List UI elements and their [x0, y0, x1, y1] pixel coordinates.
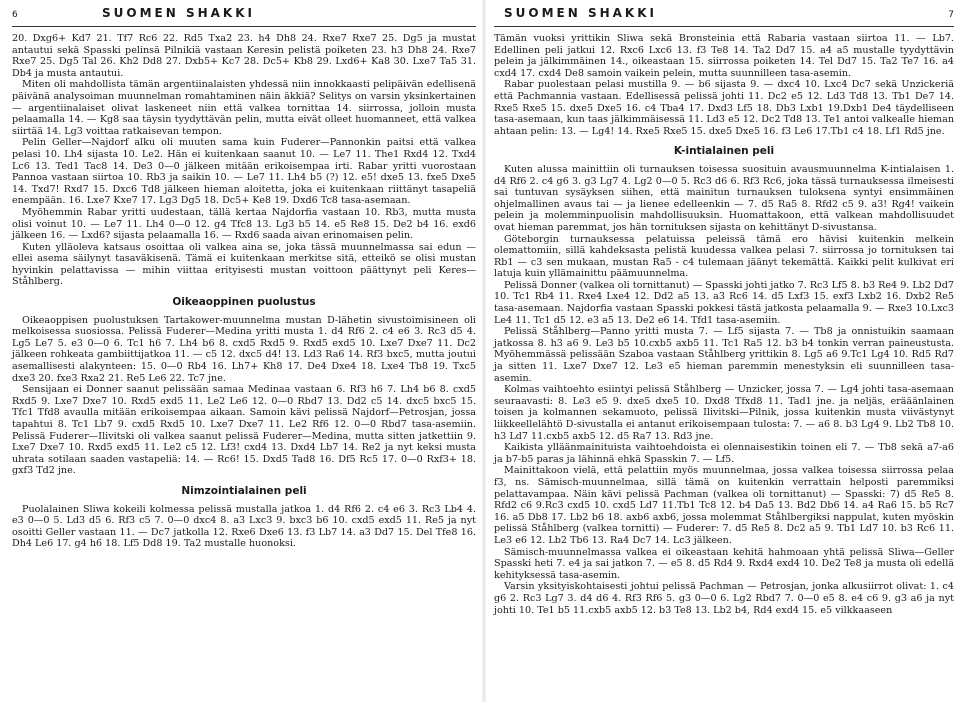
- paragraph: Göteborgin turnauksessa pelatuissa peleissä tämä ero hävisi kuitenkin melkein olemattomiin, sillä kahdeksasta pelistä kuudessa valkea pelasi 7. siirrossa jo tornituksen tai Rb1 — c3 sen mukaan, mustan Ra5 - c4 tulemaan jäänyt tekemättä. Kaikki pelit kulkivat eri latuja kuin yllämainittu päämuunnelma.: [494, 233, 954, 280]
- right-page-body: [494, 33, 954, 616]
- section-heading: K-intialainen peli: [673, 145, 775, 158]
- paragraph: Mainittakoon vielä, että pelattiin myös muunnelmaa, jossa valkea toisessa siirrossa pelaa f3, ns. Sämisch-muunnelmaa, sillä tämä on kuitenkin verrattain helposti paremmiksi pelattavampaa. Näin kävi pelissä Pachman (valkea oli tornittanut) — Spasski: 7) d5 Re5 8. Rfd2 c6 9.Rc3 cxd5 10. cxd5 Ld7 11.Tb1 Tc8 12. b4 Da5 13. Bd2 Db6 14. a4 Ra6 15. b5 Rc7 16. a5 Db8 17. Lb2 b6 18. axb6 axb6, jossa molemmat Ståhlbergiksi nappulat, kuten myöskin pelissä Ståhlberg (valkea tornitti) — Fuderer: 7. d5 Re5 8. Dc2 a5 9. Tb1 Ld7 10. b3 Rc6 11. Le3 e6 12. Lb2 Tb6 13. Ra4 Dc7 14. Lc3 jälkeen.: [494, 465, 954, 546]
- paragraph: Kolmas vaihtoehto esiintyi pelissä Ståhlberg — Unzicker, jossa 7. — Lg4 johti tasa-asemaan seuraavasti: 8. Le3 e5 9. dxe5 dxe5 10. Dxd8 Tfxd8 11. Tad1 jne. ja neljäs, erääänlainen toisen ja kolmannen sekamuoto, pelissä Ilivitski—Pilnik, jossa kuitenkin musta viivästynyt liikkeellelähtö D-sivustalla ei antanut erikoisempaan tulosta: 7. — a6 8. b3 Lg4 9. Lb2 Tb8 10. h3 Ld7 11.cxb5 axb5 12. d5 Ra7 13. Rd3 jne.: [494, 384, 954, 442]
- right-page: [486, 0, 960, 702]
- left-page-number: 6: [12, 10, 18, 20]
- left-page-body: [12, 33, 476, 550]
- section-heading: Oikeaoppinen puolustus: [172, 296, 316, 309]
- paragraph: Kuten ylläoleva katsaus osoittaa oli valkea aina se, joka tässä muunnelmassa sai edun — ellei asema säilynyt tasaväkisenä. Tämä ei kuitenkaan merkitse sitä, etteikö se olisi mustan hyvinkin pelattavissa — mihin viittaa erityisesti mustan voittoon päättynyt peli Keres—Ståhlberg.: [12, 241, 476, 288]
- paragraph: Kaikista ylläänmainituista vaihtoehdoista ei olennaisestikin toinen eli 7. — Tb8 sekä a7-a6 ja b7-b5 paras ja lähinnä ehkä Spasskin 7. — Lf5.: [494, 442, 954, 465]
- paragraph: Tämän vuoksi yrittikin Sliwa sekä Bronsteinia että Rabaria vastaan siirtoa 11. — Lb7. Edellinen peli jatkui 12. Rxc6 Lxc6 13. f3 Te8 14. Ta2 Dd7 15. a4 a5 mustalle tyydyttävin pelein ja jälkimmäinen 14., oikeastaan 15. siirrossa poiketen 14. Tel Dd7 15. Ta2 Te7 16. a4 cxd4 17. cxd4 De8 samoin vaikein pelein, mutta suunnilleen tasa-asemin.: [494, 33, 954, 79]
- paragraph: 20. Dxg6+ Kd7 21. Tf7 Rc6 22. Rd5 Txa2 23. h4 Dh8 24. Rxe7 Rxe7 25. Dg5 ja mustat antautui sekä Spasski pelinsä Pilnikiä vastaan Keresin pelistä poiketen 23. h3 Dh8 24. Rxe7 Rxe7 25. Dg5 Tal 26. Kh2 Dd8 27. Dxb5+ Kc7 28. Dc5+ Kb8 29. Lxd6+ Ka8 30. Lxe7 Ta5 31. Db4 ja musta antautui.: [12, 33, 476, 79]
- paragraph: Pelissä Donner (valkea oli tornittanut) — Spasski johti jatko 7. Rc3 Lf5 8. b3 Re4 9. Lb2 Dd7 10. Tc1 Rb4 11. Rxe4 Lxe4 12. Dd2 a5 13. a3 Rc6 14. d5 Lxf3 15. exf3 Lxb2 16. Dxb2 Re5 tasa-asemaan. Najdorfia vastaan Spasski pokkesi tästä jatkosta pelaamalla 9. — Rxe3 10.Lxc3 Le4 11. Tc1 d5 12. e3 a5 13. De2 e6 14. Tfd1 tasa-asemiin.: [494, 279, 954, 326]
- paragraph: Pelin Geller—Najdorf alku oli muuten sama kuin Fuderer—Pannonkin paitsi että valkea pelasi 10. Lh4 sijasta 10. Le2. Hän ei kuitenkaan saanut 10. — Le7 11. The1 Rxd4 12. Txd4 Lc6 13. Ted1 Tac8 14. De3 0—0 jälkeen mitään erikoisempaa irti. Rabar yritti vuorostaan Pannoa vastaan siirtoa 10. Rb3 ja saikin 10. — Le7 11. Lh4 b5 (?) 12. e5! dxe5 13. fxe5 Dxe5 14. Txd7! Rxd7 15. Dxc6 Td8 jälkeen hieman aloitetta, joka ei kuitenkaan riittänyt tasapeliä enempään. 16. Lxe7 Kxe7 17. Lg3 Dg5 18. Dc5+ Ke8 19. Dxd6 Tc8 tasa-asemaan.: [12, 137, 476, 207]
- paragraph: Myöhemmin Rabar yritti uudestaan, tällä kertaa Najdorfia vastaan 10. Rb3, mutta musta olisi voinut 10. — Le7 11. Lh4 0—0 12. g4 Tfc8 13. Lg3 b5 14. e5 Re8 15. De2 b4 16. exd6 jälkeen 16. — Lxd6? sijasta pelaamalla 16. — Rxd6 saada aivan erinomaisen pelin.: [12, 206, 476, 242]
- left-page-header: [12, 6, 476, 27]
- paragraph: Varsin yksityiskohtaisesti johtui pelissä Pachman — Petrosjan, jonka alkusiirrot olivat: 1. c4 g6 2. Rc3 Lg7 3. d4 d6 4. Rf3 Rf6 5. g3 0—0 6. Lg2 Rbd7 7. 0—0 e5 8. e4 c6 9. g3 a6 ja nyt johti 10. Te1 b5 11.cxb5 axb5 12. b3 Te8 13. Lb2 b4, Rd4 exd4 15. e5 vilkkaaseen: [494, 581, 954, 616]
- left-running-title: SUOMEN SHAKKI: [102, 6, 255, 20]
- paragraph: Miten oli mahdollista tämän argentiinalaisten yhdessä niin innokkaasti pelipäivän edellisenä päivänä analysoiman muunnelman romahtaminen näin äkkiä? Selitys on varsin yksinkertainen — argentiinalaiset olivat laskeneet niin että valkea tornittaa 14. siirrossa, jolloin musta pelaamalla 14. — Kg8 saa täysin tyydyttävän pelin, mutta eivät olleet huomanneet, että valkea siirtää 14. Lg3 voittaa ratkaisevan tempon.: [12, 79, 476, 137]
- paragraph: Oikeaoppisen puolustuksen Tartakower-muunnelma mustan D-lähetin sivustoimisineen oli melkoisessa suosiossa. Pelissä Fuderer—Medina yritti musta 1. d4 Rf6 2. c4 e6 3. Rc3 d5 4. Lg5 Le7 5. e3 0—0 6. Tc1 h6 7. Lh4 b6 8. cxd5 Rxd5 9. Rxd5 exd5 10. Lxe7 Dxe7 11. Dc2 jälkeen rohkeata gambiittijatkoa 11. — c5 12. dxc5 d4! 13. Ld3 Ra6 14. Rf3 bxc5, mutta joutui asemallisesti alakynteen: 15. 0—0 Rb4 16. Lh7+ Kh8 17. De4 Dxe4 18. Lxe4 Tb8 19. Txc5 dxe3 20. fxe3 Rxa2 21. Re5 Le6 22. Tc7 jne.: [12, 314, 476, 384]
- right-page-number: 7: [948, 10, 954, 20]
- right-page-header: [494, 6, 954, 27]
- section-heading: Nimzointialainen peli: [181, 484, 307, 497]
- paragraph: Sämisch-muunnelmassa valkea ei oikeastaan kehitä hahmoaan yhtä pelissä Sliwa—Geller Spasski heti 7. e4 ja sai jatkon 7. — e5 8. d5 Rd4 9. Rxd4 exd4 10. De2 Te8 ja musta oli edellä kehityksessä tasa-asemin.: [494, 546, 954, 581]
- paragraph: Rabar puolestaan pelasi mustilla 9. — b6 sijasta 9. — dxc4 10. Lxc4 Dc7 sekä Unzickeriä että Pachmannia vastaan. Edellisessä pelissä johti 11. Dc2 e5 12. Ld3 Td8 13. Tb1 De7 14. Rxe5 Rxe5 15. dxe5 Dxe5 16. c4 Tba4 17. Dxd3 Lf5 18. Db3 Lxb1 19.Dxb1 De4 täydelliseen tasa-asemaan, kun taas jälkimmäisessä 11. Ld3 e5 12. Dc2 Td8 13. Te1 antoi valkealle hieman ahtaan pelin: 13. — Lg4! 14. Rxe5 Rxe5 15. dxe5 Dxe5 16. f3 Le6 17.Tb1 c4 18. Lf1 Rd5 jne.: [494, 79, 954, 137]
- paragraph: Kuten alussa mainittiin oli turnauksen toisessa suosituin avausmuunnelma K-intialaisen 1. d4 Rf6 2. c4 g6 3. g3 Lg7 4. Lg2 0—0 5. Rc3 d6 6. Rf3 Rc6, joka tässä turnauksessa ilmeisesti sai tuntuvan sysäyksen siihen, että mainitun turnauksen tuloksena syntyi ensimmäinen ohjelmallinen avaus tai — ja lienee edelleenkin — 7. d5 Ra5 8. Rfd2 c5 9. a3! Rg4! vaikein pelein ja molemminpuolisin mahdollisuuksin. Huomattakoon, että valkean mahdollisuudet ovat hieman paremmat, jos hän tornituksen sijasta on kehittänyt D-sivustansa.: [494, 163, 954, 233]
- paragraph: Sensijaan ei Donner saanut pelissään samaa Medinaa vastaan 6. Rf3 h6 7. Lh4 b6 8. cxd5 Rxd5 9. Lxe7 Dxe7 10. Rxd5 exd5 11. Le2 Le6 12. 0—0 Rbd7 13. Dd2 c5 14. dxc5 bxc5 15. Tfc1 Tfd8 avaulla mitään erikoisempaa aikaan. Samoin kävi pelissä Najdorf—Petrosjan, jossa tapahtui 8. Tc1 Lb7 9. cxd5 Rxd5 10. Lxe7 Dxe7 11. Le2 Rf6 12. 0—0 Rbd7 tasa-asemiin. Pelissä Fuderer—Ilivitski oli valkea saanut pelissä Fuderer—Medina, mutta sitten jatkettiin 9. Lxe7 Dxe7 10. Rxd5 exd5 11. Le2 c5 12. Lf3! cxd4 13. Dxd4 Lb7 14. Re2 ja nyt keksi musta uhrata sotilaan saaden vastapeliä: 14. — Rc6! 15. Dxd5 Tad8 16. Df5 Rc5 17. 0—0 Rxf3+ 18. gxf3 Td2 jne.: [12, 384, 476, 477]
- paragraph: Pelissä Ståhlberg—Panno yritti musta 7. — Lf5 sijasta 7. — Tb8 ja onnistuikin saamaan jatkossa 8. h3 a6 9. Le3 b5 10.cxb5 axb5 11. Tc1 Ra5 12. b3 b4 tonkin verran paineustusta. Myöhemmässä pelissään Szaboa vastaan Ståhlberg yrittikin 8. Lg5 a6 9.Tc1 Lg4 10. Rd5 Rd7 ja sitten 11. Lxe7 Dxe7 12. Le3 e5 hieman paremmin menestyksin eli suunnilleen tasa-asemin.: [494, 326, 954, 384]
- paragraph: Puolalainen Sliwa kokeili kolmessa pelissä mustalla jatkoa 1. d4 Rf6 2. c4 e6 3. Rc3 Lb4 4. e3 0—0 5. Ld3 d5 6. Rf3 c5 7. 0—0 dxc4 8. a3 Lxc3 9. bxc3 b6 10. cxd5 exd5 11. Re5 ja nyt osoitti Geller vastaan 11. — Dc7 jatkolla 12. Rxe6 Dxe6 13. f3 Lb7 14. a3 Dd7 15. Del Tfe8 16. Dh4 Le6 17. g4 h6 18. Lf5 Dd8 19. Ta2 mustalle huonoksi.: [12, 503, 476, 550]
- right-running-title: SUOMEN SHAKKI: [504, 6, 657, 20]
